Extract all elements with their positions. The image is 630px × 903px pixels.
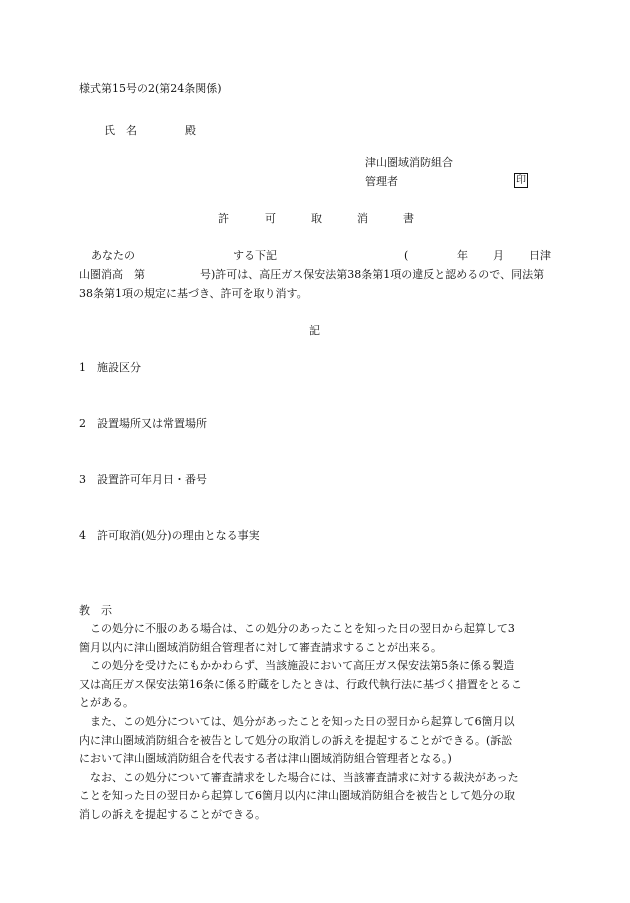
body-text: 号)許可は、高圧ガス保安法第38条第1項の違反と認めるので、同法第 [200, 268, 545, 281]
notice-line: 又は高圧ガス保安法第16条に係る貯蔵をしたときは、行政代執行法に基づく措置をとるこ [79, 678, 522, 691]
recipient-name-label: 氏 名 [104, 124, 137, 137]
notice-line: なお、この処分について審査請求をした場合には、当該審査請求に対する裁決があった [79, 771, 519, 784]
title-char: 許 [218, 212, 229, 225]
body-text: 日津 [529, 249, 551, 262]
body-text: 山圏消高 第 [79, 268, 145, 281]
notice-line: 内に津山圏域消防組合を被告として処分の取消しの訴えを提起することができる。(訴訟 [79, 734, 513, 747]
body-text: ( [404, 249, 409, 262]
body-text: あなたの [91, 249, 135, 262]
notice-heading: 教 示 [79, 604, 112, 617]
seal-mark [514, 173, 528, 188]
notice-line: ことを知った日の翌日から起算して6箇月以内に津山圏域消防組合を被告として処分の取 [79, 789, 515, 802]
issuer-org: 津山圏域消防組合 [365, 156, 453, 169]
notice-line: 消しの訴えを提起することができる。 [79, 808, 266, 821]
ki-heading: 記 [309, 324, 320, 337]
issuer-role: 管理者 [365, 175, 398, 188]
body-text: 年 [457, 249, 468, 262]
item-4: 4 許可取消(処分)の理由となる事実 [79, 529, 260, 542]
item-3: 3 設置許可年月日・番号 [79, 473, 207, 486]
title-char: 書 [403, 212, 414, 225]
notice-line: とがある。 [79, 696, 134, 709]
title-char: 取 [311, 212, 322, 225]
recipient-honorific: 殿 [185, 124, 196, 137]
item-1: 1 施設区分 [79, 361, 141, 374]
form-id: 様式第15号の2(第24条関係) [79, 82, 222, 95]
notice-line: この処分に不服のある場合は、この処分のあったことを知った日の翌日から起算して3 [79, 622, 515, 635]
notice-line: この処分を受けたにもかかわらず、当該施設において高圧ガス保安法第5条に係る製造 [79, 659, 515, 672]
notice-line: また、この処分については、処分があったことを知った日の翌日から起算して6箇月以 [79, 715, 515, 728]
notice-line: において津山圏域消防組合を代表する者は津山圏域消防組合管理者となる。) [79, 752, 452, 765]
item-2: 2 設置場所又は常置場所 [79, 417, 207, 430]
title-char: 可 [265, 212, 276, 225]
notice-line: 箇月以内に津山圏域消防組合管理者に対して審査請求することが出来る。 [79, 641, 442, 654]
title-char: 消 [357, 212, 368, 225]
body-text: 38条第1項の規定に基づき、許可を取り消す。 [79, 287, 308, 300]
seal-text: 印 [516, 175, 526, 186]
body-text: する下記 [233, 249, 277, 262]
body-text: 月 [493, 249, 504, 262]
